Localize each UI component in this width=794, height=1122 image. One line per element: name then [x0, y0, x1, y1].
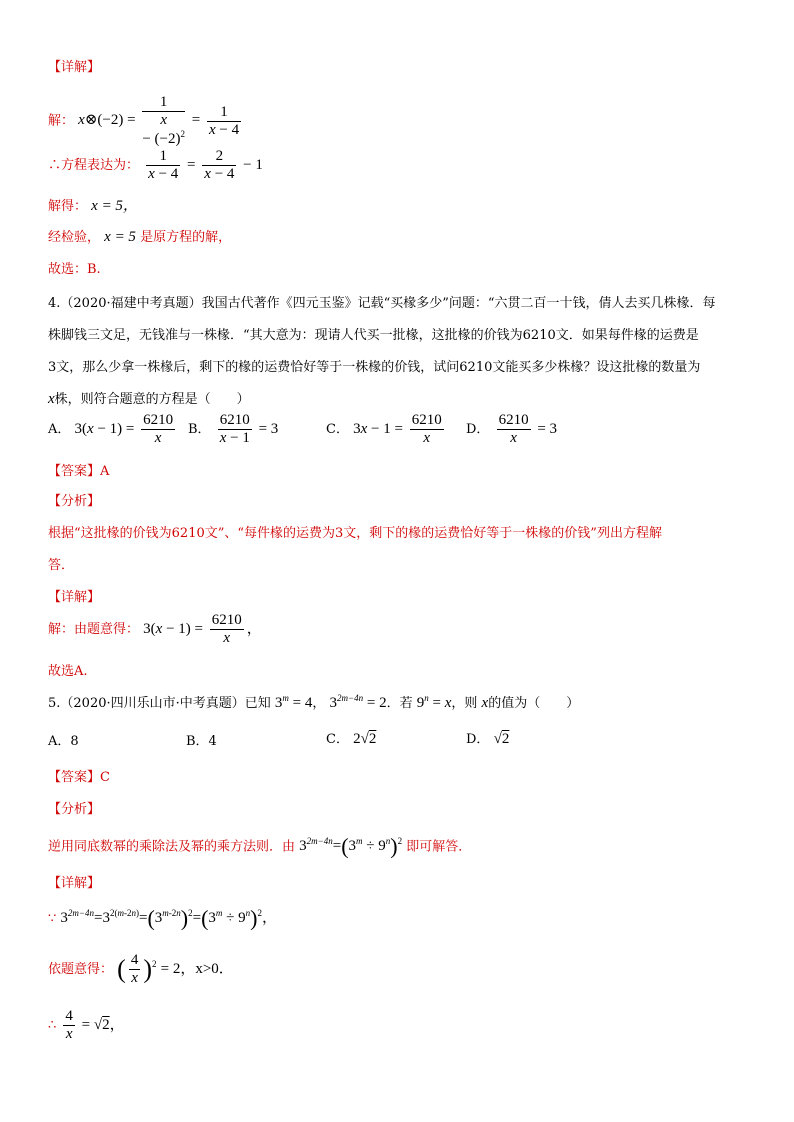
solution-line-1: 解： x⊗(−2) = 1 x − $(-2)^2$ = $\frac{1}{x - 4}$	[48, 94, 240, 147]
q5-option-c-label: C．	[326, 732, 349, 747]
because-line: ∵ $3^{2m-4n}=3^{2(m-2n)}=(3^{m-2n})^2=(3^m \div 9^n)^2$，	[48, 906, 277, 931]
q4-option-b-label: B．	[188, 421, 211, 437]
q4-line-2: 株脚钱三文足，无钱准与一株椽．“其大意为：现请人代买一批椽，这批椽的价钱为6210文．如果每件椽的运费是	[48, 328, 699, 343]
check-line	[48, 226, 231, 246]
detail-label-4: 【详解】	[48, 590, 101, 605]
q5-suffix: 的值为（ ）	[488, 696, 580, 711]
analysis-label-5: 【分析】	[48, 802, 101, 817]
yiti-suffix: = 2，x>0．	[160, 960, 234, 977]
yiti-line: 依题意得： ( $\frac{4}{x}$ )$^2$ = 2，x>0．	[48, 952, 234, 986]
q5-sep-3: ，则	[451, 696, 478, 711]
q5-line: 5.（2020·四川乐山市·中考真题）已知 $3^m = 4$， $3^{2m-4n} = 2$．若 $9^n = x$，则 x的值为（ ）	[48, 693, 580, 711]
because-symbol: ∵	[48, 911, 57, 927]
solve-result: x = 5，	[91, 198, 138, 214]
q5-analysis-suffix: 即可解答．	[406, 839, 472, 855]
q4-option-a-label: A．	[48, 421, 71, 437]
detail-label-5: 【详解】	[48, 876, 101, 891]
answer-label-c: 【答案】C	[48, 770, 110, 785]
q5-option-d: D． √2	[466, 731, 510, 747]
q4-option-a: A． 3(x − 1) = $\frac{6210}{x}$	[48, 412, 174, 446]
q5-option-c: C． 2√2	[326, 731, 377, 747]
check-x: x = 5	[104, 229, 136, 245]
check-suffix: 是原方程的解，	[140, 230, 232, 245]
q4-analysis-1: 根据“这批椽的价钱为6210文”、“每件椽的运费为3文，剩下的椽的运费恰好等于一株椽的价钱”列出方程解	[48, 526, 662, 541]
q5-sep-1: ，	[312, 696, 326, 711]
q4-line-3: 3文，那么少拿一株椽后，剩下的椽的运费恰好等于一株椽的价钱，试问6210文能买多少株椽？设这批椽的数量为	[48, 360, 701, 375]
therefore-line-2: ∴ $\frac{4}{x}$ = √2，	[48, 1008, 125, 1042]
q4-solution-prefix: 解：由题意得：	[48, 621, 140, 637]
q5-prefix: 5.（2020·四川乐山市·中考真题）已知	[48, 696, 271, 711]
choose-b: 故选：B.	[48, 262, 101, 277]
therefore-symbol: ∴	[48, 1017, 57, 1033]
q4-option-b: B． $\frac{6210}{x - 1}$ = 3	[188, 412, 279, 446]
q5-analysis: 逆用同底数幂的乘除法及幂的乘方法则．由 $3^{2m-4n}=(3^m \div 9^n)^2$ 即可解答．	[48, 834, 472, 859]
q4-option-c: C． 3x − 1 = $\frac{6210}{x}$	[326, 412, 442, 446]
q4-line-1: 4.（2020·福建中考真题）我国古代著作《四元玉鉴》记载“买椽多少”问题：“六贯二百一十钱，倩人去买几株椽．每	[48, 296, 716, 311]
check-prefix: 经检验，	[48, 230, 101, 245]
q4-line-4	[48, 388, 250, 408]
detail-label: 【详解】	[48, 60, 101, 75]
choose-a: 故选A.	[48, 664, 88, 679]
q5-analysis-prefix: 逆用同底数幂的乘除法及幂的乘方法则．由	[48, 839, 296, 855]
q5-option-b: B．4	[186, 734, 217, 749]
q4-line-4-text: 株，则符合题意的方程是（ ）	[54, 392, 250, 407]
yiti-prefix: 依题意得：	[48, 961, 114, 977]
q5-option-a: A．8	[48, 734, 79, 749]
q4-analysis-2: 答．	[48, 558, 75, 573]
answer-label-a: 【答案】A	[48, 464, 110, 479]
q4-option-d-label: D．	[466, 421, 490, 437]
q4-var-x: x	[48, 391, 55, 407]
q5-sep-2: ．若	[386, 696, 413, 711]
analysis-label-4: 【分析】	[48, 494, 101, 509]
therefore-text: ∴方程表达为：	[48, 157, 140, 173]
q4-solution: 解：由题意得： 3(x − 1) = $\frac{6210}{x}$ ，	[48, 612, 262, 646]
q5-option-d-label: D．	[466, 732, 490, 747]
q4-option-c-label: C．	[326, 421, 349, 437]
solution-prefix: 解：	[48, 113, 75, 129]
q4-option-d: D． $\frac{6210}{x}$ = 3	[466, 412, 558, 446]
solve-line	[48, 194, 138, 215]
therefore-line: ∴方程表达为： $\frac{1}{x - 4}$ = $\frac{2}{x - 4}$ − 1	[48, 148, 263, 182]
solve-prefix: 解得：	[48, 199, 88, 214]
